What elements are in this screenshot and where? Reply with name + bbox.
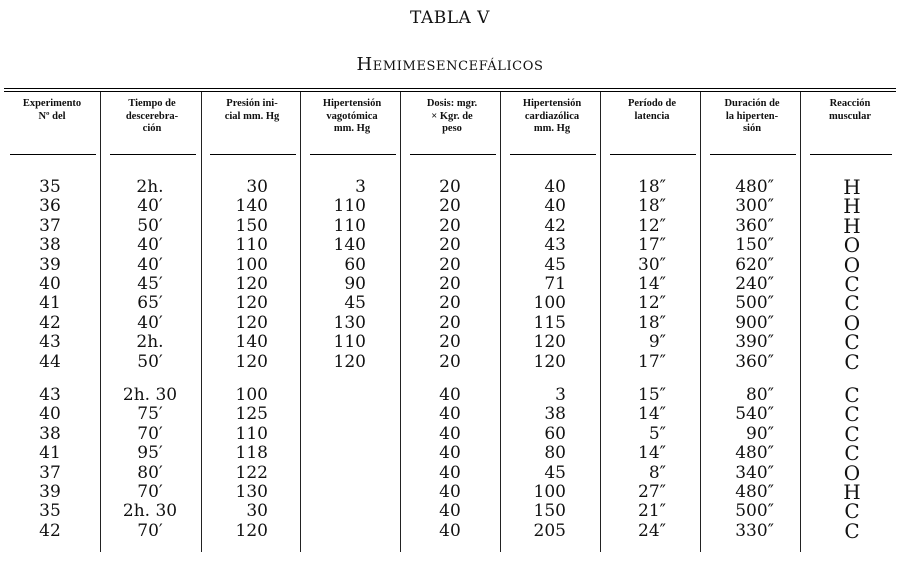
cell-vagotomica: 60 — [344, 254, 366, 275]
cell-duracion: 360″ — [735, 351, 774, 372]
cell-experimento: 37 — [39, 215, 61, 236]
cell-experimento: 44 — [39, 351, 61, 372]
top-rule — [4, 88, 896, 89]
cell-duracion: 620″ — [735, 254, 774, 275]
cell-tiempo: 50′ — [137, 351, 163, 372]
cell-latencia: 14″ — [638, 274, 666, 294]
cell-presion: 120 — [235, 312, 268, 333]
cell-duracion: 480″ — [735, 443, 774, 464]
cell-vagotomica: 45 — [344, 293, 366, 314]
cell-dosis: 40 — [439, 404, 461, 425]
cell-vagotomica: 140 — [333, 235, 366, 256]
cell-presion: 120 — [235, 351, 268, 372]
cell-latencia: 21″ — [638, 501, 666, 522]
header-presion: Presión ini- cial mm. Hg — [224, 98, 280, 122]
table-row — [4, 520, 896, 542]
cell-latencia: 17″ — [638, 235, 666, 256]
header-latencia: Período de latencia — [627, 98, 677, 122]
table-header — [4, 98, 896, 160]
cell-cardiazolica: 38 — [544, 404, 566, 425]
cell-latencia: 9″ — [648, 332, 666, 353]
cell-tiempo: 40′ — [137, 312, 163, 333]
cell-dosis: 40 — [439, 385, 461, 405]
cell-tiempo: 40′ — [137, 254, 163, 275]
cell-reaccion: O — [843, 233, 861, 258]
header-rule — [710, 154, 796, 155]
cell-presion: 140 — [235, 332, 268, 353]
header-reaccion: Reacción muscular — [829, 98, 871, 122]
cell-tiempo: 40′ — [137, 196, 163, 217]
cell-duracion: 480″ — [735, 482, 774, 502]
cell-reaccion: C — [844, 291, 860, 316]
cell-duracion: 90″ — [746, 423, 774, 444]
cell-duracion: 500″ — [735, 501, 774, 522]
cell-dosis: 20 — [439, 215, 461, 236]
cell-presion: 100 — [235, 385, 268, 405]
cell-experimento: 41 — [39, 443, 61, 464]
cell-experimento: 41 — [39, 293, 61, 314]
cell-duracion: 360″ — [735, 215, 774, 236]
cell-latencia: 18″ — [638, 312, 666, 333]
cell-tiempo: 80′ — [137, 462, 163, 483]
cell-cardiazolica: 42 — [544, 215, 566, 236]
cell-tiempo: 75′ — [137, 404, 163, 425]
header-duracion: Duración de la hiperten- sión — [724, 98, 780, 134]
cell-reaccion: C — [844, 272, 860, 296]
cell-reaccion: C — [844, 441, 860, 466]
cell-latencia: 12″ — [638, 215, 666, 236]
cell-reaccion: H — [843, 480, 861, 504]
cell-tiempo: 70′ — [137, 520, 163, 541]
cell-cardiazolica: 40 — [544, 196, 566, 217]
cell-reaccion: H — [843, 194, 861, 219]
header-rule — [310, 154, 396, 155]
cell-reaccion: O — [843, 310, 861, 335]
cell-latencia: 17″ — [638, 351, 666, 372]
cell-vagotomica: 110 — [333, 332, 366, 353]
cell-dosis: 20 — [439, 351, 461, 372]
header-rule — [110, 154, 196, 155]
cell-cardiazolica: 120 — [533, 332, 566, 353]
cell-reaccion: H — [843, 175, 861, 199]
cell-cardiazolica: 3 — [555, 385, 566, 405]
table-subtitle: Hemimesencefálicos — [356, 54, 544, 75]
cell-duracion: 390″ — [735, 332, 774, 353]
cell-dosis: 40 — [439, 482, 461, 502]
cell-experimento: 37 — [39, 462, 61, 483]
cell-latencia: 12″ — [638, 293, 666, 314]
cell-cardiazolica: 100 — [533, 482, 566, 502]
cell-latencia: 15″ — [638, 385, 666, 405]
cell-latencia: 14″ — [638, 404, 666, 425]
cell-presion: 150 — [235, 215, 268, 236]
cell-reaccion: C — [844, 518, 860, 543]
cell-dosis: 40 — [439, 520, 461, 541]
cell-experimento: 40 — [39, 274, 61, 294]
header-hipertension-cardiazolica: Hipertensión cardiazólica mm. Hg — [522, 98, 582, 134]
cell-duracion: 80″ — [746, 385, 774, 405]
cell-vagotomica: 130 — [333, 312, 366, 333]
cell-dosis: 20 — [439, 332, 461, 353]
header-rule — [810, 154, 892, 155]
cell-cardiazolica: 60 — [544, 423, 566, 444]
header-dosis: Dosis: mgr. × Kgr. de peso — [426, 98, 478, 134]
cell-experimento: 43 — [39, 332, 61, 353]
cell-latencia: 27″ — [638, 482, 666, 502]
cell-tiempo: 2h. 30 — [122, 501, 178, 522]
cell-cardiazolica: 43 — [544, 235, 566, 256]
cell-presion: 120 — [235, 293, 268, 314]
cell-latencia: 14″ — [638, 443, 666, 464]
cell-dosis: 20 — [439, 254, 461, 275]
cell-dosis: 20 — [439, 293, 461, 314]
cell-cardiazolica: 71 — [544, 274, 566, 294]
cell-reaccion: C — [844, 421, 860, 446]
cell-duracion: 480″ — [735, 177, 774, 197]
cell-tiempo: 95′ — [137, 443, 163, 464]
cell-presion: 120 — [235, 520, 268, 541]
cell-experimento: 35 — [39, 177, 61, 197]
cell-latencia: 24″ — [638, 520, 666, 541]
cell-experimento: 36 — [39, 196, 61, 217]
cell-duracion: 300″ — [735, 196, 774, 217]
cell-reaccion: C — [844, 330, 860, 355]
cell-tiempo: 45′ — [137, 274, 163, 294]
cell-cardiazolica: 150 — [533, 501, 566, 522]
cell-cardiazolica: 120 — [533, 351, 566, 372]
cell-dosis: 20 — [439, 235, 461, 256]
cell-experimento: 39 — [39, 254, 61, 275]
cell-reaccion: C — [844, 402, 860, 427]
cell-latencia: 18″ — [638, 196, 666, 217]
cell-tiempo: 2h. — [136, 177, 164, 197]
cell-duracion: 240″ — [735, 274, 774, 294]
cell-presion: 125 — [235, 404, 268, 425]
cell-tiempo: 70′ — [137, 482, 163, 502]
cell-dosis: 40 — [439, 443, 461, 464]
cell-cardiazolica: 205 — [533, 520, 566, 541]
table-row — [4, 351, 896, 373]
cell-dosis: 40 — [439, 423, 461, 444]
cell-cardiazolica: 100 — [533, 293, 566, 314]
cell-vagotomica: 110 — [333, 196, 366, 217]
cell-experimento: 42 — [39, 312, 61, 333]
cell-reaccion: H — [843, 213, 861, 238]
cell-cardiazolica: 40 — [544, 177, 566, 197]
header-tiempo: Tiempo de descerebra- ción — [125, 98, 179, 134]
cell-experimento: 38 — [39, 235, 61, 256]
cell-latencia: 8″ — [648, 462, 666, 483]
cell-presion: 122 — [235, 462, 268, 483]
cell-reaccion: C — [844, 499, 860, 524]
cell-dosis: 40 — [439, 462, 461, 483]
cell-reaccion: O — [843, 460, 861, 485]
cell-presion: 110 — [235, 423, 268, 444]
cell-duracion: 340″ — [735, 462, 774, 483]
cell-tiempo: 50′ — [137, 215, 163, 236]
cell-vagotomica: 110 — [333, 215, 366, 236]
cell-experimento: 42 — [39, 520, 61, 541]
header-hipertension-vagotomica: Hipertensión vagotómica mm. Hg — [322, 98, 382, 134]
header-experimento: Experimento Nº del — [22, 98, 82, 122]
cell-latencia: 5″ — [648, 423, 666, 444]
cell-reaccion: C — [844, 383, 860, 407]
header-rule — [210, 154, 296, 155]
cell-vagotomica: 3 — [355, 177, 366, 197]
cell-vagotomica: 90 — [344, 274, 366, 294]
cell-cardiazolica: 115 — [533, 312, 566, 333]
header-rule — [610, 154, 696, 155]
cell-experimento: 40 — [39, 404, 61, 425]
cell-tiempo: 70′ — [137, 423, 163, 444]
cell-presion: 30 — [246, 177, 268, 197]
header-rule — [410, 154, 496, 155]
cell-dosis: 20 — [439, 177, 461, 197]
cell-experimento: 39 — [39, 482, 61, 502]
cell-experimento: 35 — [39, 501, 61, 522]
cell-cardiazolica: 80 — [544, 443, 566, 464]
cell-presion: 110 — [235, 235, 268, 256]
header-rule — [10, 154, 96, 155]
cell-latencia: 18″ — [638, 177, 666, 197]
header-rule — [510, 154, 596, 155]
cell-dosis: 20 — [439, 274, 461, 294]
cell-tiempo: 65′ — [137, 293, 163, 314]
cell-duracion: 150″ — [735, 235, 774, 256]
cell-tiempo: 2h. — [136, 332, 164, 353]
table-title: TABLA V — [410, 8, 490, 28]
cell-cardiazolica: 45 — [544, 462, 566, 483]
cell-presion: 130 — [235, 482, 268, 502]
cell-presion: 120 — [235, 274, 268, 294]
cell-presion: 118 — [235, 443, 268, 464]
cell-cardiazolica: 45 — [544, 254, 566, 275]
cell-vagotomica: 120 — [333, 351, 366, 372]
cell-reaccion: C — [844, 349, 860, 374]
cell-latencia: 30″ — [638, 254, 666, 275]
cell-dosis: 20 — [439, 312, 461, 333]
cell-dosis: 20 — [439, 196, 461, 217]
cell-presion: 30 — [246, 501, 268, 522]
cell-duracion: 900″ — [735, 312, 774, 333]
cell-presion: 140 — [235, 196, 268, 217]
cell-duracion: 330″ — [735, 520, 774, 541]
cell-experimento: 38 — [39, 423, 61, 444]
cell-experimento: 43 — [39, 385, 61, 405]
top-rule-double — [4, 91, 896, 92]
cell-reaccion: O — [843, 252, 861, 277]
cell-tiempo: 40′ — [137, 235, 163, 256]
cell-presion: 100 — [235, 254, 268, 275]
cell-dosis: 40 — [439, 501, 461, 522]
cell-duracion: 500″ — [735, 293, 774, 314]
cell-tiempo: 2h. 30 — [122, 385, 178, 405]
cell-duracion: 540″ — [735, 404, 774, 425]
